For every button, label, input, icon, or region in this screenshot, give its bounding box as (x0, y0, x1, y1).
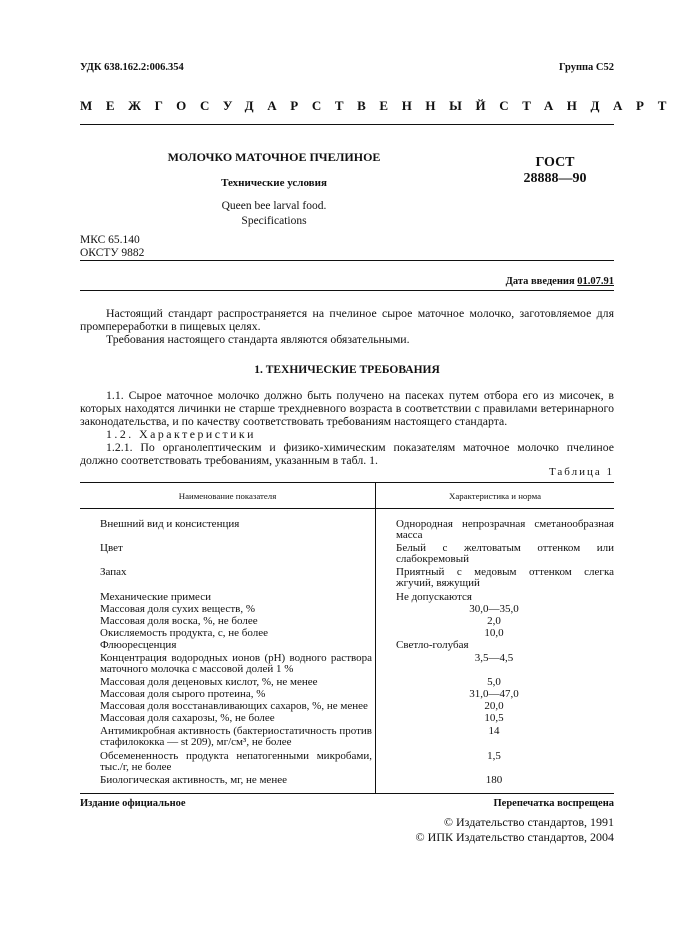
table-row-param: Внешний вид и консистенция (100, 518, 240, 530)
gost-label: ГОСТ (535, 155, 575, 170)
english-title-line: Queen bee larval food. (221, 200, 327, 212)
table-row-param: Флюоресценция (100, 639, 177, 651)
table-row-value: 5,0 (487, 676, 501, 688)
intro-date (506, 276, 614, 287)
header-divider (80, 124, 614, 125)
date-divider (80, 290, 614, 291)
table-row-param: Массовая доля воска, %, не более (100, 615, 258, 627)
reprint-prohibited-note: Перепечатка воспрещена (493, 798, 614, 809)
table-row-param: Массовая доля деценовых кислот, %, не менее (100, 676, 318, 688)
okstu-code: ОКСТУ 9882 (80, 246, 145, 259)
intro-date-label: Дата введения (505, 276, 578, 287)
table-row-value: 14 (488, 725, 500, 737)
gost-designation (500, 155, 610, 187)
table-row-value: 30,0—35,0 (469, 603, 519, 615)
table-row-value: 180 (485, 774, 503, 786)
standard-banner (80, 98, 680, 114)
table-row-param: Массовая доля восстанавливающих сахаров, %, не менее (100, 700, 368, 712)
table-row-param: Запах (100, 566, 127, 578)
intro-paragraph-scope: Настоящий стандарт распространяется на пчелиное сырое маточное молочко, заготовляемое для промпереработки в пищевых целях. (80, 306, 614, 333)
clause-1-1: 1.1. Сырое маточное молочко должно быть получено на пасеках путем отбора его из мисочек, в которых находятся личинки не старше трехдневного возраста в соответствии с правилами ветеринарного законодательства, и по качеству соответствовать требованиям настоящего стандарта. (80, 388, 614, 428)
table-row-value: 1,5 (487, 750, 501, 762)
table-row-param: Массовая доля сахарозы, %, не более (100, 712, 275, 724)
table-header-parameter: Наименование показателя (178, 491, 277, 501)
gost-number: 28888—90 (523, 171, 587, 186)
english-subtitle-line: Specifications (241, 215, 307, 227)
table-row-value: 20,0 (484, 700, 504, 712)
table-row-param: Биологическая активность, мг, не менее (100, 774, 287, 786)
english-title (80, 199, 468, 229)
document-subtitle: Технические условия (221, 177, 327, 189)
section-heading-technical-requirements: 1. ТЕХНИЧЕСКИЕ ТРЕБОВАНИЯ (254, 364, 440, 376)
table-row-param: Окисляемость продукта, с, не более (100, 627, 268, 639)
table-row-param: Концентрация водородных ионов (pH) водного раствора маточного молочка с массовой долей 1 % (100, 652, 372, 675)
table-row-value: 10,0 (484, 627, 504, 639)
table-caption: Таблица 1 (548, 466, 614, 478)
document-title: МОЛОЧКО МАТОЧНОЕ ПЧЕЛИНОЕ (167, 150, 381, 164)
table-row-value: Белый с желтоватым оттенком или слабокремовый (396, 542, 614, 565)
table-row-value: Светло-голубая (396, 639, 469, 651)
table-bottom-border (80, 793, 614, 794)
banner-word-standard: СТАНДАРТ (499, 98, 680, 113)
table-row-param: Механические примеси (100, 591, 211, 603)
table-header-value: Характеристика и норма (449, 491, 541, 501)
table-column-divider (375, 482, 376, 793)
table-row-value: Не допускаются (396, 591, 472, 603)
group-code: Группа С52 (558, 62, 614, 73)
table-row-param: Массовая доля сухих веществ, % (100, 603, 255, 615)
official-edition-note: Издание официальное (80, 798, 186, 809)
table-row-value: 2,0 (487, 615, 501, 627)
table-row-value: Приятный с медовым оттенком слегка жгучий, вяжущий (396, 566, 614, 589)
clause-1-2: 1.2. Характеристики (106, 427, 256, 441)
table-row-param: Антимикробная активность (бактериостатичность против стафилококка — st 209), мг/см³, не более (100, 725, 372, 748)
clause-1-2-1: 1.2.1. По органолептическим и физико-химическим показателям маточное молочко пчелиное должно соответствовать требованиям, указанным в табл. 1. (80, 440, 614, 467)
table-row-value: Однородная непрозрачная сметанообразная масса (396, 518, 614, 541)
table-row-value: 10,5 (484, 712, 504, 724)
copyright-1991: © Издательство стандартов, 1991 (443, 815, 614, 829)
classification-codes (80, 234, 144, 259)
intro-date-value: 01.07.91 (577, 276, 614, 287)
codes-divider (80, 260, 614, 261)
table-row-value: 31,0—47,0 (469, 688, 519, 700)
banner-word-interstate: МЕЖГОСУДАРСТВЕННЫЙ (80, 98, 500, 113)
mks-code: МКС 65.140 (80, 234, 140, 246)
table-row-value: 3,5—4,5 (474, 652, 514, 664)
table-header-divider (80, 508, 614, 509)
table-top-border (80, 482, 614, 483)
copyright-2004: © ИПК Издательство стандартов, 2004 (415, 830, 614, 844)
table-row-param: Цвет (100, 542, 123, 554)
udk-code: УДК 638.162.2:006.354 (80, 62, 184, 73)
table-row-param: Массовая доля сырого протеина, % (100, 688, 266, 700)
intro-paragraph-mandatory: Требования настоящего стандарта являются обязательными. (106, 332, 410, 346)
table-row-param: Обсемененность продукта непатогенными микробами, тыс./г, не более (100, 750, 372, 773)
